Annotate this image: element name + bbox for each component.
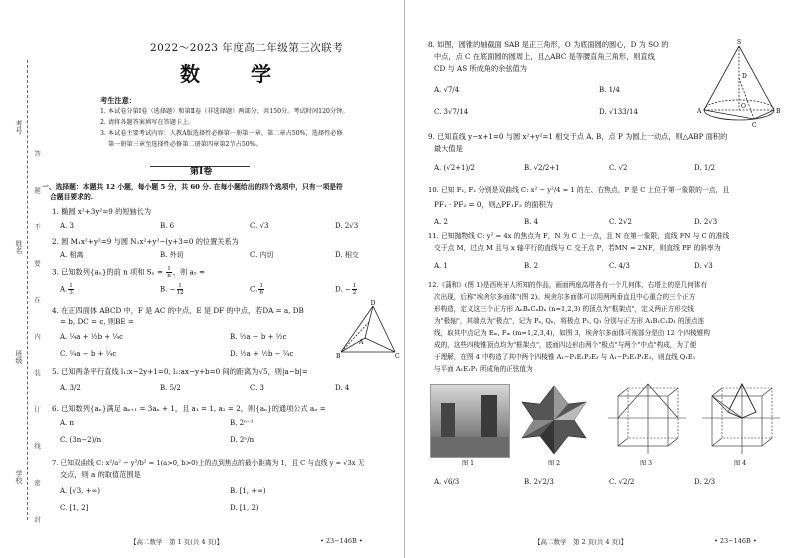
tetrahedron-figure bbox=[335, 300, 400, 360]
q4-option-a[interactable]: A. ¼a + ½b + ¼c bbox=[60, 333, 124, 341]
q8-option-c[interactable]: C. 3√7/14 bbox=[434, 108, 469, 116]
q11-option-b[interactable]: B. 2 bbox=[524, 262, 539, 270]
q12-option-d[interactable]: D. 2/3 bbox=[694, 478, 716, 486]
q9-stem-2: 最大值是 bbox=[434, 144, 463, 153]
q8-stem: 8. 如图，圆锥的轴截面 SAB 是正三角形，O 为底面圆的圆心，D 为 SO 的 bbox=[428, 40, 669, 49]
q11-stem: 11. 已知抛物线 C: y² = 4x 的焦点为 F，N 为 C 上一点，且 N 在第一象限，直线 FN 与 C 的准线 bbox=[428, 232, 730, 240]
instruction-1: 一、选择题：本题共 12 小题，每小题 5 分，共 60 分. 在每小题给出的四个选项中，只有一项是符 bbox=[42, 183, 343, 191]
q5-option-b[interactable]: B. 5/2 bbox=[160, 384, 181, 392]
q5-stem: 5. 已知两条平行直线 l₁:x−2y+1=0, l₂:ax−y+b=0 间的距离为√5，则|a−b|= bbox=[52, 367, 308, 376]
q8-option-b[interactable]: B. 1/4 bbox=[599, 86, 620, 94]
q1-option-d[interactable]: D. 2√3 bbox=[335, 222, 359, 230]
q9-option-d[interactable]: D. 1/2 bbox=[694, 164, 716, 172]
q2-option-a[interactable]: A. 相离 bbox=[60, 251, 84, 259]
q11-option-d[interactable]: D. √3 bbox=[694, 262, 713, 270]
binding-line bbox=[27, 60, 28, 520]
q10-option-c[interactable]: C. 2√2 bbox=[609, 218, 632, 226]
q7-stem: 7. 已知双曲线 C: x²/a² − y²/b² = 1(a>0, b>0)上的点到焦点的最小距离为 1，且 C 与直线 y = √3x 无 bbox=[52, 459, 365, 467]
q10-option-b[interactable]: B. 4 bbox=[524, 218, 539, 226]
notice-item-1: 1. 本试卷分第Ⅰ卷（选择题）和第Ⅱ卷（非选择题）两部分，共150分。考试时间120分钟。 bbox=[100, 108, 349, 115]
subject-title: 数 学 bbox=[180, 62, 293, 86]
q5-option-c[interactable]: C. 3 bbox=[250, 384, 265, 392]
q12-line-2: 次出现，后称"埃舍尔多面体"(图 2)。埃舍尔多面体可以用两两垂直且中心重合的三个正方 bbox=[434, 293, 696, 301]
figure-3-caption: 图 3 bbox=[640, 460, 653, 467]
label-c: C bbox=[395, 353, 400, 360]
q10-option-a[interactable]: A. 2 bbox=[434, 218, 448, 226]
label-b: B bbox=[776, 108, 781, 115]
footer-left-label: 【高二数学 第 1 页(共 4 页)】 bbox=[130, 538, 224, 546]
cone-figure bbox=[694, 38, 784, 128]
q8-option-d[interactable]: D. √133/14 bbox=[599, 108, 638, 116]
q12-option-b[interactable]: B. 2√2/3 bbox=[524, 478, 554, 486]
q2-option-c[interactable]: C. 内切 bbox=[250, 251, 274, 259]
q4-option-d[interactable]: D. ½a + ½b − ¼c bbox=[230, 350, 294, 358]
label-c: C bbox=[752, 122, 757, 128]
q11-option-a[interactable]: A. 1 bbox=[434, 262, 448, 270]
q1-stem: 1. 椭圆 x²+3y²=9 的短轴长为 bbox=[52, 207, 152, 216]
q9-stem: 9. 已知直线 y−x+1=0 与圆 x²+y²=1 相交于点 A, B，点 P 为圆上一动点，则△ABP 面积的 bbox=[428, 132, 728, 141]
q10-stem-2: PF₁ · PF₂ = 0，则△PF₁F₂ 的面积为 bbox=[434, 200, 553, 209]
right-page bbox=[404, 0, 794, 558]
figure-1-caption: 图 1 bbox=[462, 460, 475, 467]
figure-4-caption: 图 4 bbox=[734, 460, 747, 467]
q2-option-d[interactable]: D. 相交 bbox=[335, 251, 359, 259]
exam-title: 2022～2023 年度高二年级第三次联考 bbox=[150, 42, 344, 54]
label-a: A bbox=[359, 339, 364, 346]
notice-heading: 考生注意： bbox=[100, 96, 136, 105]
q12-line-3: 形构造，定义这三个正方形 AₙBₙCₙDₙ (n=1,2,3) 的顶点为"框架点"，定义两正方形交线 bbox=[434, 305, 695, 313]
q10-stem: 10. 已知 F₁, F₂ 分别是双曲线 C: x² − y²/4 = 1 的左、右焦点，P 是 C 上位于第一象限的一点，且 bbox=[428, 186, 730, 194]
q1-option-c[interactable]: C. √3 bbox=[250, 222, 269, 230]
q6-option-c[interactable]: C. (3n−2)/n bbox=[60, 436, 102, 444]
notice-item-4: 第一册第三章至选择性必修第二册第四章第2节占50%。 bbox=[108, 141, 262, 148]
q6-stem: 6. 已知数列{aₙ}满足 aₙ₊₁ = 3aₙ + 1，且 a₁ = 1, a₂ = 2，则{aₙ}的通项公式 aₙ = bbox=[52, 404, 326, 413]
notice-item-2: 2. 请将各题答案填写在答题卡上。 bbox=[100, 119, 195, 126]
label-b: B bbox=[336, 353, 341, 360]
margin-exam-no: 考号 bbox=[15, 120, 23, 134]
q9-option-a[interactable]: A. (√2+1)/2 bbox=[434, 164, 476, 172]
q11-stem-2: 交于点 M，过点 M 且与 x 轴平行的直线与 C 交于点 P，若MN = 2NF，则直线 PF 的斜率为 bbox=[434, 244, 721, 252]
q6-option-b[interactable]: B. 2ⁿ⁻¹ bbox=[230, 419, 254, 427]
q3-option-d[interactable]: D. − $\frac{1}{2}$ bbox=[335, 283, 357, 297]
q6-option-a[interactable]: A. n bbox=[60, 419, 75, 427]
label-d: D bbox=[370, 300, 376, 307]
q12-line-6: 成的，这些四棱锥顶点均为"框架点"，底面四边形由两个"极点"与两个"中点"构成，为了便 bbox=[434, 341, 697, 349]
q6-option-d[interactable]: D. 2ⁿ/n bbox=[230, 436, 255, 444]
notice-item-3: 3. 本试卷主要考试内容：人教A版选择性必修第一册第一章，第二章占50%，选择性必修 bbox=[100, 130, 343, 137]
q7-option-b[interactable]: B. [1, +∞) bbox=[230, 487, 266, 495]
figure-2-escher-solid bbox=[518, 382, 590, 458]
q7-option-c[interactable]: C. [1, 2] bbox=[60, 504, 89, 512]
q3-option-c[interactable]: C. $\frac{1}{6}$ bbox=[250, 283, 263, 297]
q5-option-d[interactable]: D. 4 bbox=[335, 384, 350, 392]
q7-stem-2: 交点，则 a 的取值范围是 bbox=[60, 470, 141, 479]
q8-stem-2: 中点，点 C 在底面圆的圆周上，且△ABC 是等腰直角三角形，则直线 bbox=[434, 52, 655, 61]
q2-option-b[interactable]: B. 外切 bbox=[160, 251, 184, 259]
footer-right-code: • 23−146B • bbox=[714, 537, 757, 545]
footer-left-code: • 23−146B • bbox=[320, 537, 363, 545]
q12-line-5: 线，取其中点记为 Eₘ, Fₘ (m=1,2,3,4)，如图 3，埃舍尔多面体可视部分是由 12 个四棱锥构 bbox=[434, 329, 710, 337]
q4-stem-2: = b, DC = c, 则BE = bbox=[60, 317, 134, 326]
q4-option-c[interactable]: C. ¼a − b + ¼c bbox=[60, 350, 117, 358]
q12-option-a[interactable]: A. √6/3 bbox=[434, 478, 460, 486]
q10-option-d[interactable]: D. 2√3 bbox=[694, 218, 718, 226]
q9-option-c[interactable]: C. √2 bbox=[609, 164, 628, 172]
q12-option-c[interactable]: C. √2/2 bbox=[609, 478, 635, 486]
label-o: O bbox=[741, 103, 746, 110]
q7-option-a[interactable]: A. [√3, +∞) bbox=[60, 487, 101, 495]
margin-school: 学校 bbox=[15, 470, 23, 484]
instruction-2: 合题目要求的. bbox=[50, 193, 94, 201]
q11-option-c[interactable]: C. 4/3 bbox=[609, 262, 630, 270]
figure-4-wireframe bbox=[698, 382, 782, 458]
q1-option-b[interactable]: B. 6 bbox=[160, 222, 175, 230]
q12-line-4: 为"极轴"，其端点为"极点"，记为 Pₙ, Qₙ，将极点 P₁, Q₁ 分别与正方形 A₁B₁C₁D₁ 的顶点连 bbox=[434, 317, 705, 325]
q12-line-8: 与平面 A₁E₁P₁ 所成角的正弦值为 bbox=[434, 365, 533, 373]
q12-line-1: 12.《蒲和》(图 1)是西班牙人所知的作品，画面两座高塔各有一个几何体，右塔上的是几何体有 bbox=[428, 281, 708, 289]
q4-stem: 4. 在正四面体 ABCD 中，F 是 AC 的中点，E 是 DF 的中点，若DA = a, DB bbox=[52, 306, 304, 315]
label-s: S bbox=[736, 39, 742, 46]
figure-2-caption: 图 2 bbox=[548, 460, 561, 467]
figure-3-wireframe bbox=[604, 382, 688, 458]
q12-line-7: 于理解，在图 4 中构造了其中两个四棱锥 A₁−P₁E₁P₂E₂ 与 A₁−P₂E₁P₁E₂，则直线 Q₁E₁ bbox=[434, 353, 696, 361]
q4-option-b[interactable]: B. ½a − b + ½c bbox=[230, 333, 287, 341]
margin-warning: 答 题 不 要 在 内 装 订 线 密 封 bbox=[33, 150, 41, 537]
q8-option-a[interactable]: A. √7/4 bbox=[434, 86, 460, 94]
q3-stem: 3. 已知数列{aₙ}的前 n 项和 Sₙ = $\frac{1}{n}$ ，则 a₅ = bbox=[52, 266, 205, 280]
q3-option-b[interactable]: B. − $\frac{1}{12}$ bbox=[160, 283, 184, 297]
label-d: D bbox=[742, 73, 747, 80]
footer-right-label: 【高二数学 第 2 页(共 4 页)】 bbox=[534, 538, 628, 546]
figure-1-image bbox=[430, 384, 510, 458]
margin-name: 姓名 bbox=[15, 240, 23, 254]
margin-class: 班级 bbox=[15, 350, 23, 364]
q2-stem: 2. 圆 M₁x²+y²=9 与圆 N₁x²+y²−(y+3=0 的位置关系为 bbox=[52, 237, 239, 246]
q5-option-a[interactable]: A. 3/2 bbox=[60, 384, 81, 392]
q1-option-a[interactable]: A. 3 bbox=[60, 222, 74, 230]
part1-title: 第Ⅰ卷 bbox=[190, 167, 213, 177]
q3-option-a[interactable]: A. $\frac{1}{3}$ bbox=[60, 283, 73, 297]
q7-option-d[interactable]: D. [1, 2) bbox=[230, 504, 259, 512]
q9-option-b[interactable]: B. √2/2+1 bbox=[524, 164, 560, 172]
q8-stem-3: CD 与 AS 所成角的余弦值为 bbox=[434, 64, 527, 73]
label-a: A bbox=[697, 108, 702, 115]
